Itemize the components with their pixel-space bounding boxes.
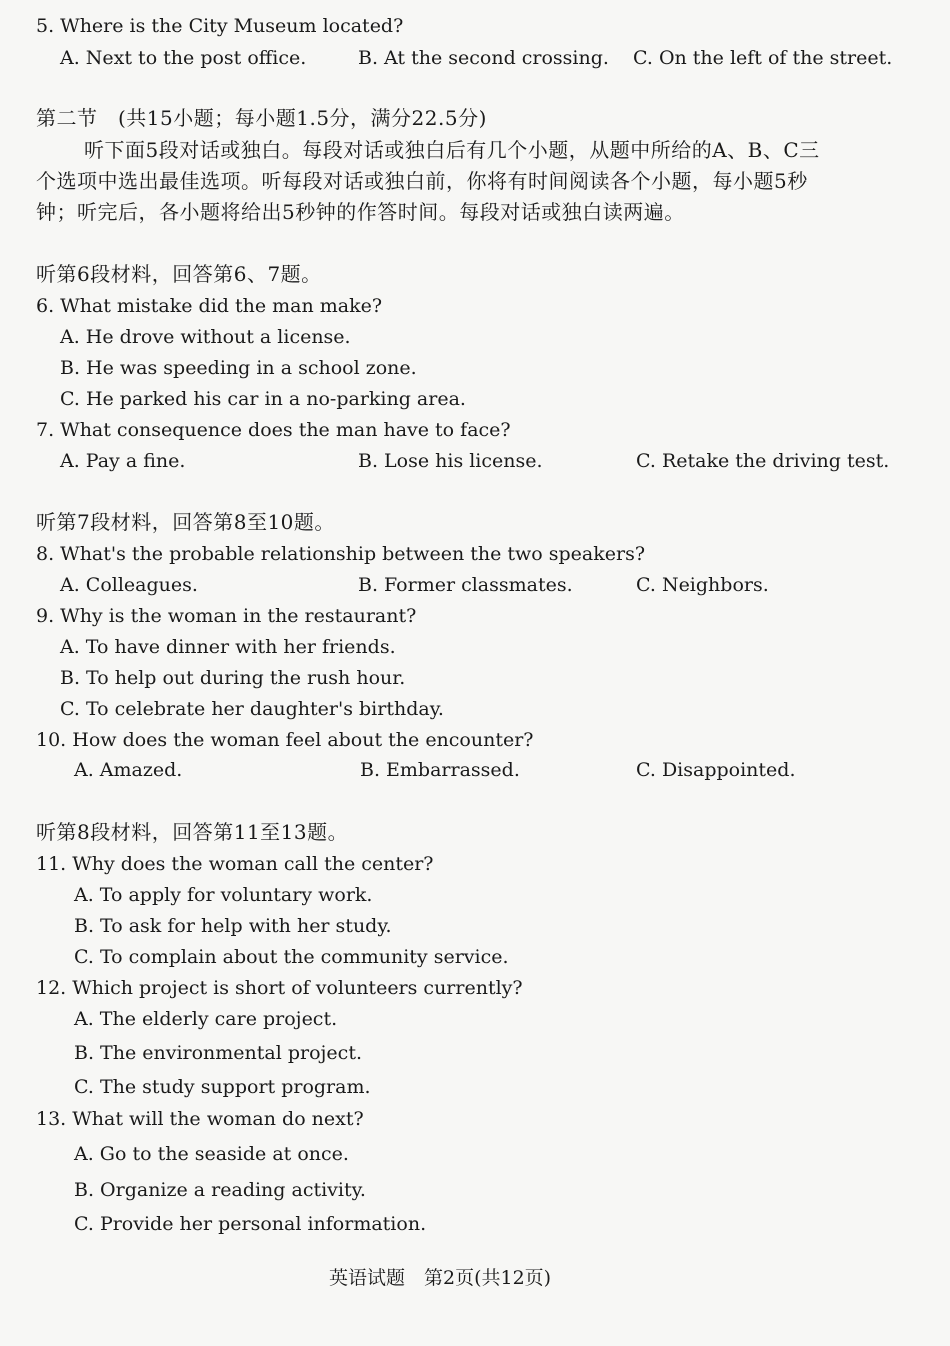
group7-header: 听第7段材料，回答第8至10题。 [36, 510, 335, 534]
q12-option-c: C. The study support program. [74, 1076, 371, 1098]
section2-instructions-line3: 钟；听完后，各小题将给出5秒钟的作答时间。每段对话或独白读两遍。 [36, 200, 685, 224]
q11-stem: 11. Why does the woman call the center? [36, 853, 434, 875]
q9-option-a: A. To have dinner with her friends. [60, 636, 396, 658]
q13-option-b: B. Organize a reading activity. [74, 1179, 366, 1201]
section2-title: 第二节 (共15小题；每小题1.5分，满分22.5分) [36, 106, 487, 130]
q13-option-a: A. Go to the seaside at once. [74, 1143, 349, 1165]
q12-option-a: A. The elderly care project. [74, 1008, 338, 1030]
q5-option-b: B. At the second crossing. [358, 47, 609, 69]
q11-option-a: A. To apply for voluntary work. [74, 884, 373, 906]
q10-stem: 10. How does the woman feel about the encounter? [36, 729, 534, 751]
q11-option-c: C. To complain about the community service. [74, 946, 509, 968]
q6-option-a: A. He drove without a license. [60, 326, 351, 348]
page-footer: 英语试题 第2页(共12页) [329, 1267, 552, 1289]
q6-option-c: C. He parked his car in a no-parking area. [60, 388, 466, 410]
q5-option-a: A. Next to the post office. [60, 47, 307, 69]
group6-header: 听第6段材料，回答第6、7题。 [36, 262, 322, 286]
q7-stem: 7. What consequence does the man have to face? [36, 419, 511, 441]
section2-instructions-line1: 听下面5段对话或独白。每段对话或独白后有几个小题，从题中所给的A、B、C三 [84, 138, 820, 162]
q7-option-a: A. Pay a fine. [60, 450, 186, 472]
q8-stem: 8. What's the probable relationship between the two speakers? [36, 543, 646, 565]
q7-option-b: B. Lose his license. [358, 450, 543, 472]
q7-option-c: C. Retake the driving test. [636, 450, 890, 472]
q12-option-b: B. The environmental project. [74, 1042, 362, 1064]
section2-instructions-line2: 个选项中选出最佳选项。听每段对话或独白前，你将有时间阅读各个小题，每小题5秒 [36, 169, 808, 193]
q12-stem: 12. Which project is short of volunteers currently? [36, 977, 523, 999]
q6-stem: 6. What mistake did the man make? [36, 295, 383, 317]
q9-stem: 9. Why is the woman in the restaurant? [36, 605, 417, 627]
q13-stem: 13. What will the woman do next? [36, 1108, 364, 1130]
q8-option-c: C. Neighbors. [636, 574, 769, 596]
group8-header: 听第8段材料，回答第11至13题。 [36, 820, 349, 844]
q5-option-c: C. On the left of the street. [633, 47, 893, 69]
q11-option-b: B. To ask for help with her study. [74, 915, 392, 937]
q10-option-b: B. Embarrassed. [360, 759, 520, 781]
q8-option-a: A. Colleagues. [60, 574, 198, 596]
q9-option-b: B. To help out during the rush hour. [60, 667, 406, 689]
q10-option-a: A. Amazed. [74, 759, 183, 781]
q6-option-b: B. He was speeding in a school zone. [60, 357, 417, 379]
q13-option-c: C. Provide her personal information. [74, 1213, 427, 1235]
q9-option-c: C. To celebrate her daughter's birthday. [60, 698, 444, 720]
q10-option-c: C. Disappointed. [636, 759, 796, 781]
q5-stem: 5. Where is the City Museum located? [36, 15, 404, 37]
q8-option-b: B. Former classmates. [358, 574, 573, 596]
